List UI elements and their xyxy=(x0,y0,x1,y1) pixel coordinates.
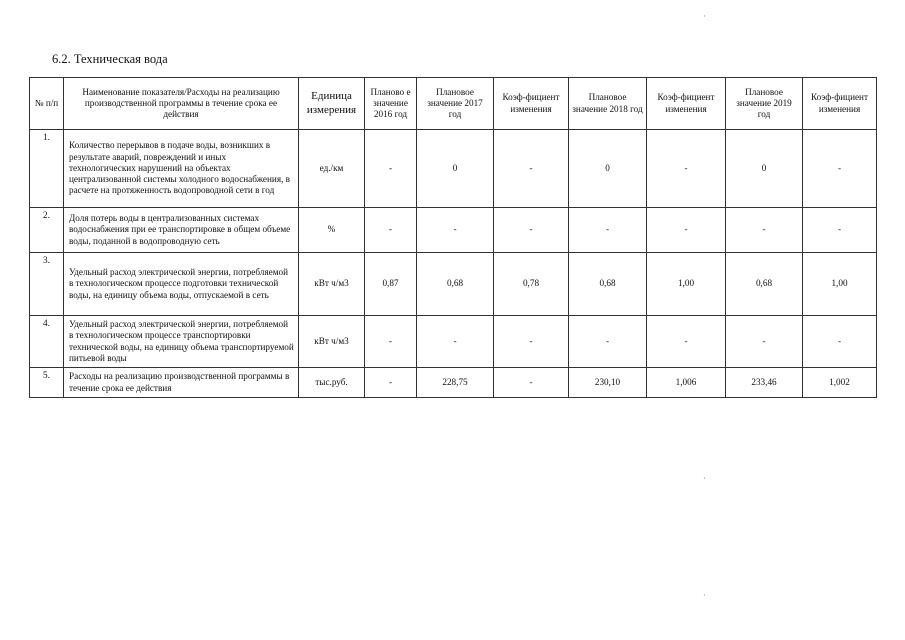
row-unit: кВт ч/м3 xyxy=(299,316,365,368)
row-plan-2018: 0,68 xyxy=(569,253,647,316)
col-header-coef-2019: Коэф-фициент изменения xyxy=(803,78,877,130)
row-coef-2017: - xyxy=(494,316,569,368)
table-header-row xyxy=(30,78,877,130)
row-number: 1. xyxy=(30,130,64,208)
row-plan-2018: - xyxy=(569,208,647,253)
row-plan-2017: 0,68 xyxy=(417,253,494,316)
row-coef-2017: - xyxy=(494,368,569,398)
row-plan-2018: - xyxy=(569,316,647,368)
row-coef-2017: - xyxy=(494,208,569,253)
row-plan-2019: 0 xyxy=(726,130,803,208)
table-row xyxy=(30,130,877,208)
row-coef-2017: - xyxy=(494,130,569,208)
row-number: 5. xyxy=(30,368,64,398)
row-plan-2019: - xyxy=(726,208,803,253)
row-coef-2019: - xyxy=(803,130,877,208)
row-coef-2019: 1,00 xyxy=(803,253,877,316)
row-coef-2018: - xyxy=(647,208,726,253)
row-number: 3. xyxy=(30,253,64,316)
row-unit: % xyxy=(299,208,365,253)
scan-speck: · xyxy=(703,591,706,600)
table-row xyxy=(30,368,877,398)
row-coef-2018: 1,006 xyxy=(647,368,726,398)
row-plan-2018: 230,10 xyxy=(569,368,647,398)
row-plan-2017: - xyxy=(417,316,494,368)
row-plan-2017: 228,75 xyxy=(417,368,494,398)
row-coef-2018: - xyxy=(647,130,726,208)
row-coef-2017: 0,78 xyxy=(494,253,569,316)
row-plan-2017: - xyxy=(417,208,494,253)
row-plan-2018: 0 xyxy=(569,130,647,208)
row-number: 4. xyxy=(30,316,64,368)
row-plan-2016: - xyxy=(365,130,417,208)
table-row xyxy=(30,208,877,253)
row-indicator-name: Удельный расход электрической энергии, потребляемой в технологическом процессе подготовки технической воды, на единицу объема воды, отпускаемой в сеть xyxy=(64,253,299,316)
table-row xyxy=(30,253,877,316)
row-plan-2019: - xyxy=(726,316,803,368)
row-unit: ед./км xyxy=(299,130,365,208)
col-header-number: № п/п xyxy=(30,78,64,130)
row-indicator-name: Удельный расход электрической энергии, потребляемой в технологическом процессе транспортировки технической воды, на единицу объема транспортируемой питьевой воды xyxy=(64,316,299,368)
row-plan-2016: - xyxy=(365,316,417,368)
row-coef-2018: 1,00 xyxy=(647,253,726,316)
row-indicator-name: Количество перерывов в подаче воды, возникших в результате аварий, повреждений и иных технологических нарушений на объектах централизованной системы холодного водоснабжения, в расчете на протяженность водопроводной сети в год xyxy=(64,130,299,208)
scan-speck: · xyxy=(703,12,706,21)
scan-speck: · xyxy=(703,474,706,483)
row-coef-2019: - xyxy=(803,316,877,368)
table-row xyxy=(30,316,877,368)
col-header-plan-2016: Планово е значение 2016 год xyxy=(365,78,417,130)
indicators-table xyxy=(29,77,877,398)
row-plan-2019: 0,68 xyxy=(726,253,803,316)
col-header-coef-2017: Коэф-фициент изменения xyxy=(494,78,569,130)
row-number: 2. xyxy=(30,208,64,253)
row-coef-2019: 1,002 xyxy=(803,368,877,398)
col-header-indicator: Наименование показателя/Расходы на реализацию производственной программы в течение срока ее действия xyxy=(64,78,299,130)
row-plan-2016: - xyxy=(365,368,417,398)
row-plan-2016: 0,87 xyxy=(365,253,417,316)
row-plan-2016: - xyxy=(365,208,417,253)
col-header-plan-2018: Плановое значение 2018 год xyxy=(569,78,647,130)
col-header-plan-2019: Плановое значение 2019 год xyxy=(726,78,803,130)
row-unit: кВт ч/м3 xyxy=(299,253,365,316)
section-title: 6.2. Техническая вода xyxy=(52,52,168,66)
col-header-unit: Единица измерения xyxy=(299,78,365,130)
row-indicator-name: Расходы на реализацию производственной программы в течение срока ее действия xyxy=(64,368,299,398)
row-plan-2017: 0 xyxy=(417,130,494,208)
col-header-plan-2017: Плановое значение 2017 год xyxy=(417,78,494,130)
row-plan-2019: 233,46 xyxy=(726,368,803,398)
row-unit: тыс.руб. xyxy=(299,368,365,398)
row-indicator-name: Доля потерь воды в централизованных системах водоснабжения при ее транспортировке в общем объеме воды, поданной в водопроводную сеть xyxy=(64,208,299,253)
row-coef-2019: - xyxy=(803,208,877,253)
col-header-coef-2018: Коэф-фициент изменения xyxy=(647,78,726,130)
row-coef-2018: - xyxy=(647,316,726,368)
